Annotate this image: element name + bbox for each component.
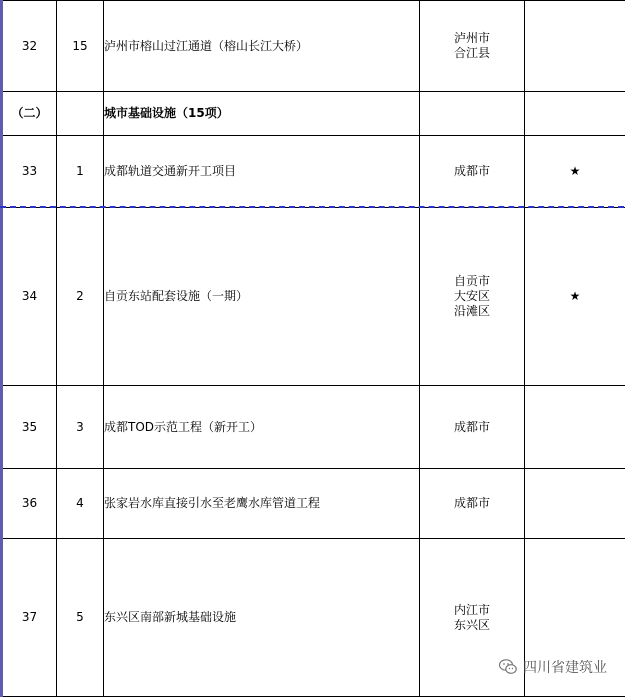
star-icon: ★ <box>525 136 625 208</box>
mark-cell <box>525 469 625 539</box>
region-line: 成都市 <box>453 496 490 510</box>
seq-cell: 32 <box>2 1 57 92</box>
region-cell <box>420 208 525 386</box>
watermark-text: 四川省建筑业 <box>523 660 607 676</box>
region-line: 沿滩区 <box>453 304 490 318</box>
num-cell: 2 <box>57 208 104 386</box>
watermark <box>499 657 607 677</box>
star-icon: ★ <box>525 208 625 386</box>
region-line: 成都市 <box>453 419 490 434</box>
region-line: 泸州市 <box>453 31 490 45</box>
seq-cell: 35 <box>2 386 57 469</box>
section-row <box>2 92 625 136</box>
project-name-cell: 成都轨道交通新开工项目 <box>104 136 420 208</box>
table-row <box>2 136 625 208</box>
project-name-cell: 自贡东站配套设施（一期） <box>104 208 420 386</box>
project-name-cell: 张家岩水库直接引水至老鹰水库管道工程 <box>104 469 420 539</box>
region-cell <box>420 92 525 136</box>
region-line: 大安区 <box>453 289 490 303</box>
region-line: 东兴区 <box>453 617 490 632</box>
region-line: 合江县 <box>453 46 490 60</box>
num-cell: 4 <box>57 469 104 539</box>
seq-cell: 36 <box>2 469 57 539</box>
table-row <box>2 469 625 539</box>
table-row <box>2 1 625 92</box>
seq-cell: 33 <box>2 136 57 208</box>
num-cell: 5 <box>57 539 104 697</box>
table-row <box>2 208 625 386</box>
wechat-icon <box>499 659 517 675</box>
seq-cell: 37 <box>2 539 57 697</box>
mark-cell <box>525 1 625 92</box>
num-cell: 1 <box>57 136 104 208</box>
region-line: 内江市 <box>453 602 490 617</box>
num-cell: 3 <box>57 386 104 469</box>
region-cell <box>420 136 525 208</box>
region-line: 自贡市 <box>453 274 490 288</box>
mark-cell <box>525 386 625 469</box>
region-line: 成都市 <box>453 164 490 178</box>
region-cell <box>420 1 525 92</box>
num-cell: 15 <box>57 1 104 92</box>
project-name-cell: 泸州市榕山过江通道（榕山长江大桥） <box>104 1 420 92</box>
table-row <box>2 386 625 469</box>
project-name-cell: 东兴区南部新城基础设施 <box>104 539 420 697</box>
num-cell <box>57 92 104 136</box>
mark-cell <box>525 92 625 136</box>
page-break-dashed-line <box>0 206 624 208</box>
region-cell <box>420 386 525 469</box>
seq-cell: 34 <box>2 208 57 386</box>
project-name-cell: 成都TOD示范工程（新开工） <box>104 386 420 469</box>
region-cell <box>420 469 525 539</box>
section-seq-cell: （二） <box>2 92 57 136</box>
section-title-cell: 城市基础设施（15项） <box>104 92 420 136</box>
